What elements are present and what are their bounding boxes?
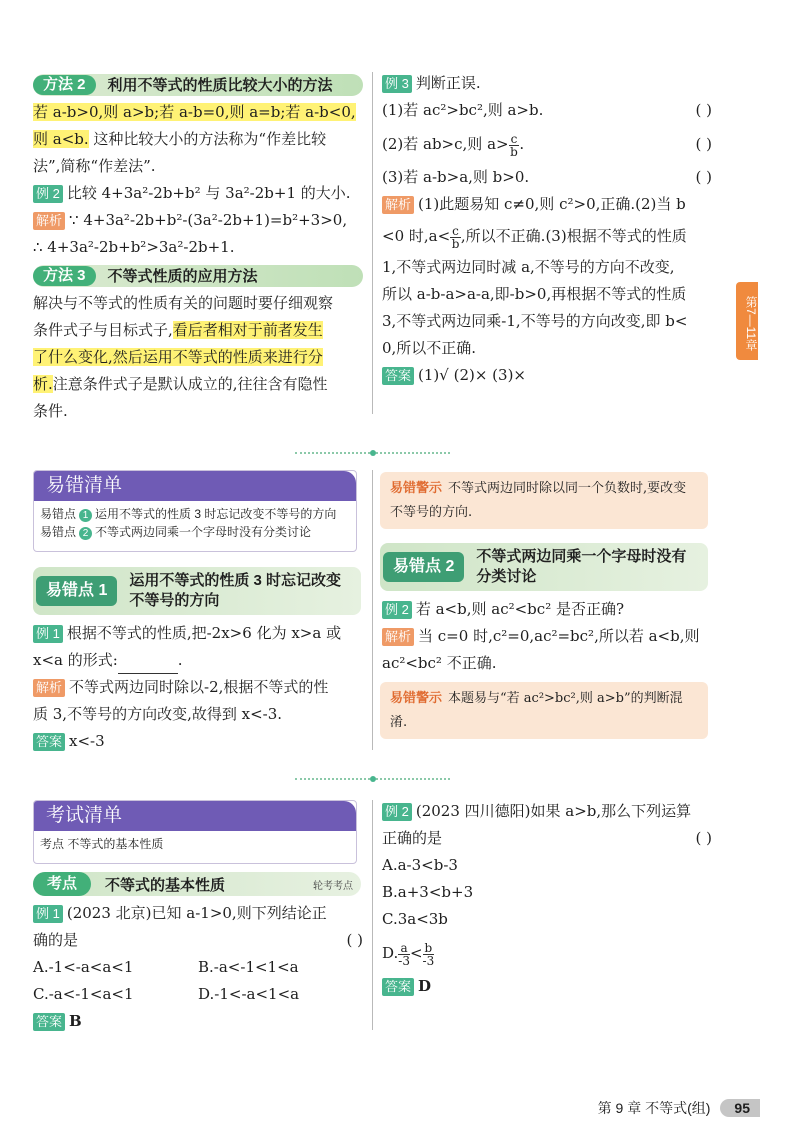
ex3-sol-6: 0,所以不正确. [382, 339, 477, 357]
number-badge: 1 [79, 509, 92, 522]
error-point-1-body: 例 1 根据不等式的性质,把-2x>6 化为 x>a 或 x<a 的形式: . 解析 不等式两边同时除以-2,根据不等式的性 质 3,不等号的方向改变,故得到 x<-3. 答案 x<-3 [33, 620, 363, 755]
option-b[interactable]: B.a+3<b+3 [382, 883, 474, 901]
ex3-sol-2a: <0 时,a< [382, 227, 451, 245]
exam-point-label: 考点 [33, 872, 91, 896]
fraction-den: -3 [398, 953, 410, 968]
number-badge: 2 [79, 527, 92, 540]
solution-tag: 解析 [382, 628, 414, 646]
exam-list-title: 考试清单 [34, 801, 356, 831]
ex2b-q-1: (2023 四川德阳)如果 a>b,那么下列运算 [415, 802, 692, 820]
fraction-num: a [398, 942, 410, 955]
answer-tag: 答案 [382, 367, 414, 385]
answer-paren: ( ) [695, 135, 712, 153]
page-number: 95 [720, 1099, 760, 1117]
answer-paren: ( ) [695, 829, 712, 847]
error-point-1-title-2: 不等号的方向 [129, 592, 220, 609]
exam-list-box [33, 800, 357, 864]
error-point-text-1: 运用不等式的性质 3 时忘记改变不等号的方向 [95, 507, 337, 521]
method3-text-1: 解决与不等式的性质有关的问题时要仔细观察 [33, 294, 334, 312]
fraction-num: b [423, 942, 435, 955]
option-c[interactable]: C.-a<-1<a<1 [33, 985, 134, 1003]
ex3-item-3: (3)若 a-b>a,则 b>0. [382, 168, 530, 186]
chapter-side-tab[interactable]: 第7—11章 [736, 282, 758, 360]
error-list-box [33, 470, 357, 552]
fraction [423, 942, 435, 967]
ex1b-answer: B [69, 1012, 82, 1030]
solution-tag: 解析 [33, 212, 65, 230]
method3-text-3: 了什么变化,然后运用不等式的性质来进行分 [33, 348, 323, 366]
fraction [398, 942, 410, 967]
exam-point-title: 不等式的基本性质 [105, 876, 226, 894]
ex1b-q-2: 确的是 [33, 931, 79, 949]
solution-tag: 解析 [382, 196, 414, 214]
ex3-sol-4: 所以 a-b-a>a-a,即-b>0,再根据不等式的性质 [382, 285, 687, 303]
error-point-2-title-1: 不等式两边同乘一个字母时没有 [476, 548, 687, 565]
method3-text-4b: 注意条件式子是默认成立的,往往含有隐性 [52, 375, 328, 393]
answer-tag: 答案 [382, 978, 414, 996]
error-point-2-body [382, 596, 712, 677]
err1-q-2: x<a 的形式: [33, 651, 118, 669]
method3-header [33, 265, 363, 287]
fraction-den: b [451, 236, 460, 251]
ex3-sol-2b: ,所以不正确.(3)根据不等式的性质 [460, 227, 687, 245]
ex3-title: 判断正误. [415, 74, 481, 92]
err2-question: 若 a<b,则 ac²<bc² 是否正确? [415, 600, 625, 618]
error-point-2-title-2: 分类讨论 [476, 568, 537, 585]
answer-tag: 答案 [33, 1013, 65, 1031]
warning-text-1: 不等式两边同时除以同一个负数时,要改变不等号的方向. [390, 481, 687, 520]
error-point-1-header [33, 567, 361, 615]
error-point-row-1 [40, 505, 350, 523]
section-divider [295, 452, 450, 454]
error-point-1-title-1: 运用不等式的性质 3 时忘记改变 [129, 572, 342, 589]
divider-dot [370, 450, 376, 456]
ex2b-q-2: 正确的是 [382, 829, 443, 847]
error-point-text-2: 不等式两边同乘一个字母时没有分类讨论 [95, 525, 312, 539]
answer-blank[interactable] [118, 655, 178, 674]
ex3-sol-5: 3,不等式两边同乘-1,不等号的方向改变,即 b< [382, 312, 688, 330]
example-tag: 例 2 [382, 601, 412, 619]
warning-label: 易错警示 [390, 480, 443, 495]
method3-text-5: 条件. [33, 402, 68, 420]
example-tag: 例 1 [33, 625, 63, 643]
fraction [509, 133, 520, 158]
column-divider [372, 470, 373, 750]
err1-sol-2: 质 3,不等号的方向改变,故得到 x<-3. [33, 705, 283, 723]
method3-text-4a: 析. [33, 375, 53, 393]
method3-title: 不等式性质的应用方法 [107, 267, 258, 285]
answer-paren: ( ) [346, 931, 363, 949]
method2-text-2: 则 a<b. [33, 130, 89, 148]
warning-box-2 [380, 682, 708, 739]
err1-q-1: 根据不等式的性质,把-2x>6 化为 x>a 或 [66, 624, 342, 642]
option-d[interactable]: D.-1<-a<1<a [198, 985, 300, 1003]
answer-paren: ( ) [695, 168, 712, 186]
example3-section: 例 3 判断正误. (1)若 ac²>bc²,则 a>b. ( ) (2)若 ab>c,则 a> $\frac{c}{b}$ . ( ) (3)若 a-b>a,则 b>0. ( ) 解析 (1)此题易知 c≠0,则 c²>0,正确.(2)当 b <0 时,a< $\frac{c}{b}$ ,所以不正确.(3)根据不等式的性质 1,不等式两边同时减 a,不等号的方向不改变, 所以 a-b-a>a-a,即-b>0,再根据不等式的性质 3,不等式两边同乘-1,不等号的方向改变,即 b< 0,所以不正确. 答案 (1)√ (2)× (3)× [382, 74, 712, 384]
option-a[interactable]: A.-1<-a<a<1 [33, 958, 134, 976]
option-b[interactable]: B.-a<-1<1<a [198, 958, 299, 976]
fraction [450, 225, 461, 250]
option-d-prefix: D. [382, 944, 399, 962]
fraction-den: -3 [422, 953, 435, 968]
method2-header [33, 74, 363, 96]
error-point-label: 易错点 [40, 507, 77, 521]
ex3-sol-3: 1,不等式两边同时减 a,不等号的方向不改变, [382, 258, 675, 276]
column-divider [372, 800, 373, 1030]
fraction-num: c [510, 131, 518, 146]
ex1b-q-1: (2023 北京)已知 a-1>0,则下列结论正 [66, 904, 327, 922]
page-footer [598, 1098, 760, 1118]
ex3-sol-1: (1)此题易知 c≠0,则 c²>0,正确.(2)当 b [418, 195, 686, 213]
chapter-title: 第 9 章 不等式(组) [597, 1100, 711, 1116]
fraction-den: b [510, 144, 518, 159]
option-c[interactable]: C.3a<3b [382, 910, 448, 928]
ex2a-question: 比较 4+3a²-2b+b² 与 3a²-2b+1 的大小. [66, 184, 351, 202]
error-point-row-2 [40, 523, 350, 541]
example-tag: 例 2 [382, 803, 412, 821]
ex3-item-1: (1)若 ac²>bc²,则 a>b. [382, 101, 544, 119]
method2-text-2b: 这种比较大小的方法称为“作差比较 [88, 130, 327, 148]
divider-dot [370, 776, 376, 782]
error-list-title: 易错清单 [34, 471, 356, 501]
err2-sol-1: 当 c=0 时,c²=0,ac²=bc²,所以若 a<b,则 [418, 627, 700, 645]
section-divider [295, 778, 450, 780]
method3-text-2b: 看后者相对于前者发生 [172, 321, 323, 339]
method2-title: 利用不等式的性质比较大小的方法 [107, 76, 333, 94]
warning-box-1 [380, 472, 708, 529]
err1-answer: x<-3 [69, 732, 105, 750]
error-point-2-label: 易错点 2 [383, 552, 464, 582]
method2-text-1: 若 a-b>0,则 a>b;若 a-b=0,则 a=b;若 a-b<0, [33, 103, 356, 121]
exam-example-1 [33, 900, 363, 1035]
answer-paren: ( ) [695, 101, 712, 119]
err1-sol-1: 不等式两边同时除以-2,根据不等式的性 [69, 678, 329, 696]
fraction-num: c [452, 223, 459, 238]
ex2a-sol-1: ∵ 4+3a²-2b+b²-(3a²-2b+1)=b²+3>0, [69, 211, 348, 229]
option-a[interactable]: A.a-3<b-3 [382, 856, 458, 874]
example-tag: 例 1 [33, 905, 63, 923]
method2-section [33, 72, 363, 425]
exam-example-2 [382, 798, 712, 1000]
exam-point-header [33, 872, 361, 896]
err2-sol-2: ac²<bc² 不正确. [382, 654, 497, 672]
ex3-answer: (1)√ (2)× (3)× [418, 366, 526, 384]
option-d[interactable] [382, 933, 712, 973]
method3-text-2a: 条件式子与目标式子, [33, 321, 173, 339]
warning-label: 易错警示 [390, 690, 443, 705]
method2-text-3: 法”,简称“作差法”. [33, 157, 156, 175]
ex2b-answer: D [418, 977, 432, 995]
error-point-1-label: 易错点 1 [36, 576, 117, 606]
answer-tag: 答案 [33, 733, 65, 751]
warning-text-2: 本题易与“若 ac²>bc²,则 a>b”的判断混淆. [390, 691, 683, 730]
exam-point-row: 考点 不等式的基本性质 [40, 837, 164, 851]
solution-tag: 解析 [33, 679, 65, 697]
example-tag: 例 3 [382, 75, 412, 93]
column-divider [372, 72, 373, 414]
ex2a-sol-2: ∴ 4+3a²-2b+b²>3a²-2b+1. [33, 238, 235, 256]
example-tag: 例 2 [33, 185, 63, 203]
exam-frequency-badge: 轮考考点 [313, 880, 353, 892]
error-point-label: 易错点 [40, 525, 77, 539]
error-point-2-header [380, 543, 708, 591]
option-d-relation: < [409, 944, 423, 962]
method2-label: 方法 2 [33, 75, 96, 95]
ex3-item-2: (2)若 ab>c,则 a> [382, 135, 509, 153]
method3-label: 方法 3 [33, 266, 96, 286]
